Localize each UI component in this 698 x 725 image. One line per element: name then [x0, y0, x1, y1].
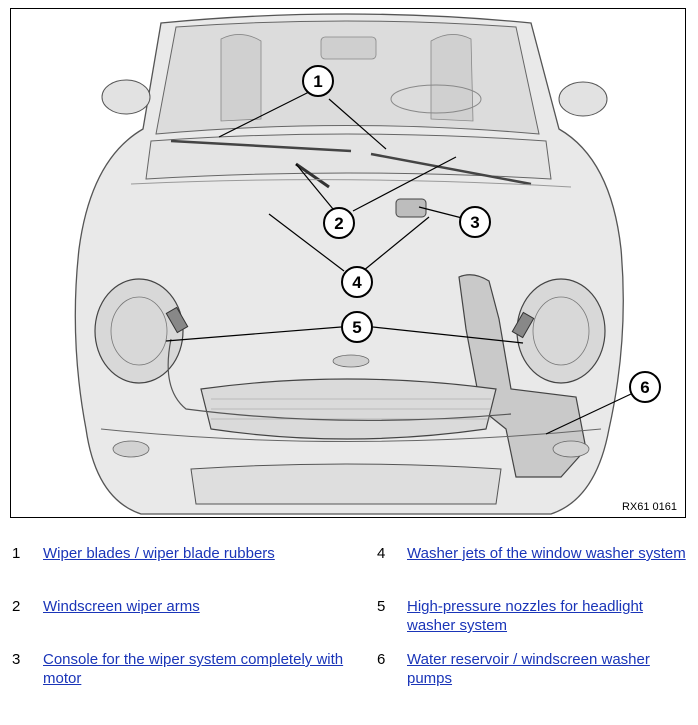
legend-link-wiper-blades[interactable]: Wiper blades / wiper blade rubbers [43, 545, 275, 562]
lower-grille [191, 464, 501, 504]
legend-number: 6 [377, 651, 386, 668]
legend-number: 2 [12, 598, 21, 615]
callout-5 [342, 312, 372, 342]
legend-number: 3 [12, 651, 21, 668]
callout-3 [460, 207, 490, 237]
svg-text:5: 5 [352, 318, 362, 337]
svg-text:4: 4 [352, 273, 362, 292]
car-front-drawing [11, 9, 686, 518]
legend-number: 4 [377, 545, 386, 562]
svg-text:6: 6 [640, 378, 650, 397]
callout-4 [342, 267, 372, 297]
legend-link-wiper-console[interactable]: Console for the wiper system completely with motor [43, 651, 344, 687]
figure-code: RX61 0161 [621, 501, 677, 513]
right-mirror [559, 82, 607, 116]
legend-link-wiper-arms[interactable]: Windscreen wiper arms [43, 598, 200, 615]
left-headlight [95, 279, 183, 383]
callout-2 [324, 208, 354, 238]
callout-6 [630, 372, 660, 402]
svg-text:1: 1 [313, 72, 323, 91]
legend-link-water-reservoir[interactable]: Water reservoir / windscreen washer pumps [407, 651, 650, 687]
svg-text:3: 3 [470, 213, 480, 232]
callout-1 [303, 66, 333, 96]
legend-number: 1 [12, 545, 21, 562]
svg-text:2: 2 [334, 214, 344, 233]
diagram-figure [10, 8, 686, 518]
left-mirror [102, 80, 150, 114]
legend-number: 5 [377, 598, 386, 615]
legend-link-washer-jets[interactable]: Washer jets of the window washer system [407, 545, 686, 562]
legend-link-headlight-nozzles[interactable]: High-pressure nozzles for headlight washer system [407, 598, 643, 634]
right-headlight [517, 279, 605, 383]
